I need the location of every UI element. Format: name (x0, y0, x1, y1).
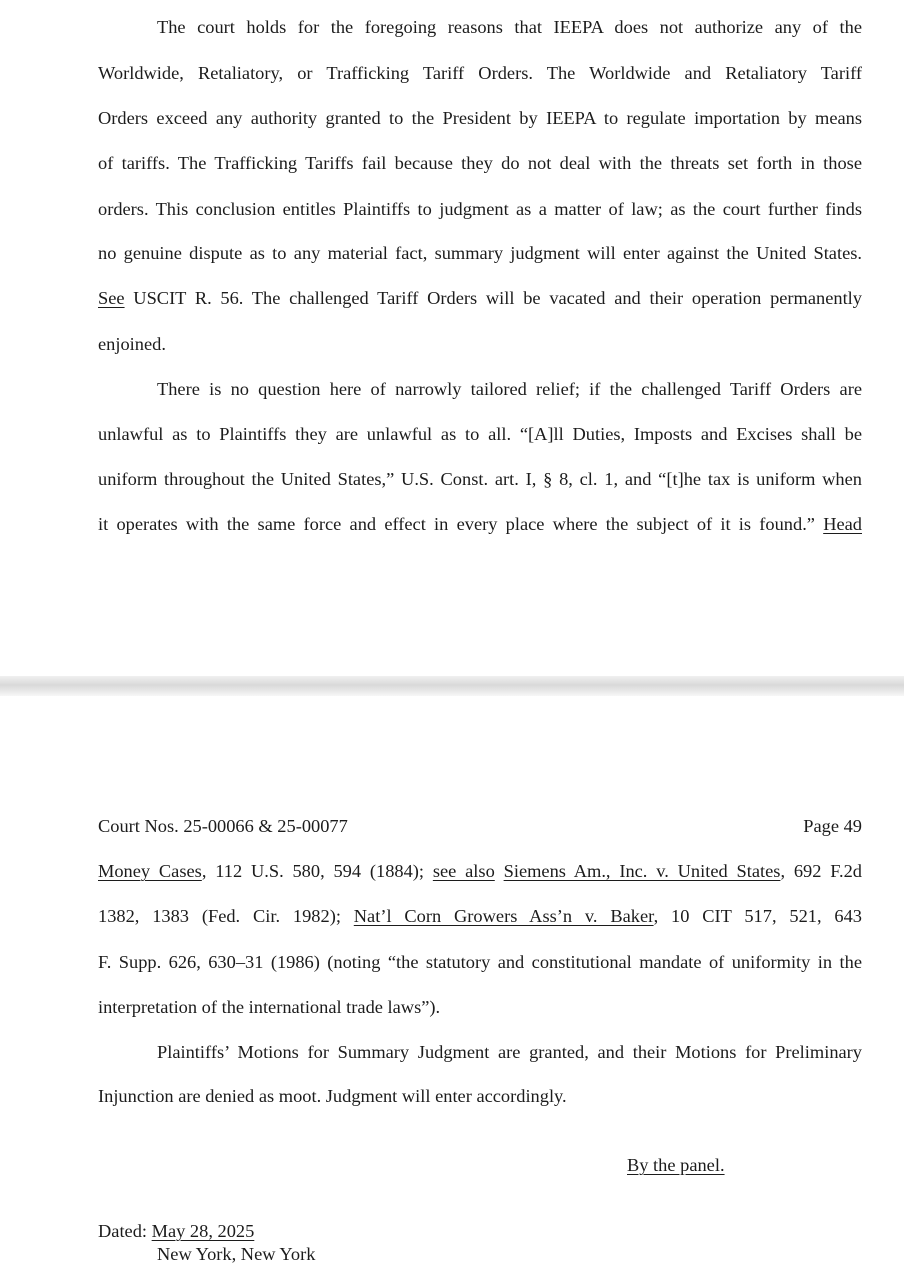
text-line: Worldwide, Retaliatory, or Trafficking Tariff Orders. The Worldwide and Retaliatory Tariff (98, 63, 862, 83)
text-line: Injunction are denied as moot. Judgment will enter accordingly. (98, 1086, 567, 1106)
page-separator (0, 676, 904, 696)
court-numbers: Court Nos. 25-00066 & 25-00077 (98, 816, 348, 836)
text-line: There is no question here of narrowly tailored relief; if the challenged Tariff Orders are (157, 379, 862, 399)
text-line: The court holds for the foregoing reasons that IEEPA does not authorize any of the (157, 17, 862, 37)
text-span (495, 861, 504, 881)
citation-signal: see also (432, 861, 495, 881)
text-span: , 692 F.2d (780, 861, 862, 881)
text-line (98, 860, 862, 882)
case-name: Money Cases (98, 861, 202, 881)
page-49-top (0, 696, 904, 1280)
case-name: Nat’l Corn Growers Ass’n v. Baker (353, 906, 654, 926)
text-line: no genuine dispute as to any material fact, summary judgment will enter against the United States. (98, 243, 862, 263)
text-span: USCIT R. 56. The challenged Tariff Orders will be vacated and their operation permanently (124, 288, 862, 308)
text-line (98, 905, 862, 927)
dated-line (98, 1220, 270, 1242)
case-name: Siemens Am., Inc. v. United States (503, 861, 781, 881)
location: New York, New York (157, 1244, 316, 1264)
text-line: Orders exceed any authority granted to the President by IEEPA to regulate importation by means (98, 108, 862, 128)
text-line: Plaintiffs’ Motions for Summary Judgment are granted, and their Motions for Preliminary (157, 1042, 862, 1062)
text-line: F. Supp. 626, 630–31 (1986) (noting “the statutory and constitutional mandate of uniformity in the (98, 952, 862, 972)
text-line: interpretation of the international trade laws”). (98, 997, 441, 1017)
text-line (98, 513, 862, 535)
citation-signal: See (98, 288, 125, 308)
text-span: , 112 U.S. 580, 594 (1884); (201, 861, 433, 881)
text-span: 1382, 1383 (Fed. Cir. 1982); (98, 906, 354, 926)
text-span: it operates with the same force and effect in every place where the subject of it is found.” (98, 514, 824, 534)
text-line: uniform throughout the United States,” U.S. Const. art. I, § 8, cl. 1, and “[t]he tax is uniform when (98, 469, 862, 489)
case-name: Head (823, 514, 862, 534)
dated-label: Dated: (98, 1221, 152, 1241)
date-value: May 28, 2025 (151, 1221, 255, 1241)
text-line: orders. This conclusion entitles Plaintiffs to judgment as a matter of law; as the court further finds (98, 199, 862, 219)
text-span: , 10 CIT 517, 521, 643 (653, 906, 862, 926)
text-line: unlawful as to Plaintiffs they are unlawful as to all. “[A]ll Duties, Imposts and Excises shall be (98, 424, 862, 444)
text-line: enjoined. (98, 334, 166, 354)
signature-line: By the panel. (627, 1155, 725, 1175)
page-header (98, 815, 862, 837)
text-line (98, 287, 862, 309)
page-number: Page 49 (803, 816, 862, 836)
text-line: of tariffs. The Trafficking Tariffs fail because they do not deal with the threats set forth in those (98, 153, 862, 173)
